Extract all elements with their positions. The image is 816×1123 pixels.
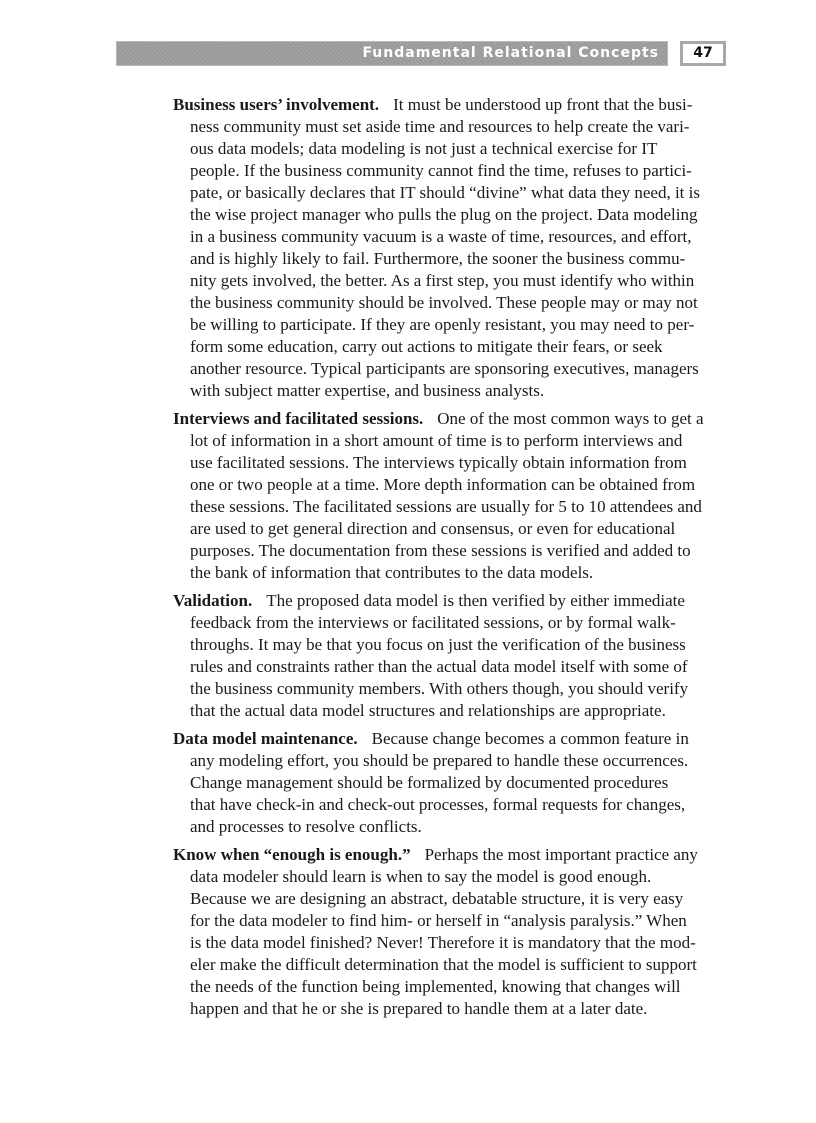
text-line: [173, 772, 733, 794]
line-text: another resource. Typical participants are sponsoring executives, managers: [190, 359, 699, 378]
line-text: the wise project manager who pulls the plug on the project. Data modeling: [190, 205, 698, 224]
term-heading: Business users’ involvement.: [173, 95, 380, 114]
text-line: [173, 204, 733, 226]
text-line: [173, 518, 733, 540]
text-line: [173, 248, 733, 270]
line-text: with subject matter expertise, and business analysts.: [190, 381, 545, 400]
text-line: [173, 94, 733, 116]
body-text: [173, 94, 733, 1026]
line-text: the bank of information that contributes to the data models.: [190, 563, 594, 582]
line-text: ous data models; data modeling is not just a technical exercise for IT: [190, 139, 658, 158]
page-number: 47: [680, 41, 726, 66]
line-text: throughs. It may be that you focus on just the verification of the business: [190, 635, 686, 654]
line-text: that the actual data model structures and relationships are appropriate.: [190, 701, 666, 720]
line-text: and is highly likely to fail. Furthermore, the sooner the business commu-: [190, 249, 686, 268]
line-text: the business community should be involved. These people may or may not: [190, 293, 698, 312]
line-text: Because change becomes a common feature in: [371, 729, 689, 748]
header-title: Fundamental Relational Concepts: [362, 45, 659, 61]
line-text: for the data modeler to find him- or herself in “analysis paralysis.” When: [190, 911, 687, 930]
text-line: [173, 634, 733, 656]
term-heading: Data model maintenance.: [173, 729, 358, 748]
definition-paragraph: [173, 728, 733, 838]
text-line: [173, 540, 733, 562]
text-line: [173, 292, 733, 314]
text-line: [173, 590, 733, 612]
text-line: [173, 888, 733, 910]
text-line: [173, 182, 733, 204]
term-heading: Interviews and facilitated sessions.: [173, 409, 424, 428]
text-line: [173, 270, 733, 292]
line-text: lot of information in a short amount of time is to perform interviews and: [190, 431, 683, 450]
line-text: One of the most common ways to get a: [437, 409, 704, 428]
line-text: rules and constraints rather than the actual data model itself with some of: [190, 657, 688, 676]
definition-paragraph: [173, 590, 733, 722]
text-line: [173, 336, 733, 358]
line-text: people. If the business community cannot find the time, refuses to partici-: [190, 161, 692, 180]
text-line: [173, 380, 733, 402]
text-line: [173, 314, 733, 336]
text-line: [173, 750, 733, 772]
text-line: [173, 430, 733, 452]
line-text: in a business community vacuum is a waste of time, resources, and effort,: [190, 227, 692, 246]
line-text: ness community must set aside time and resources to help create the vari-: [190, 117, 690, 136]
text-line: [173, 728, 733, 750]
line-text: one or two people at a time. More depth information can be obtained from: [190, 475, 696, 494]
line-text: are used to get general direction and consensus, or even for educational: [190, 519, 676, 538]
text-line: [173, 932, 733, 954]
line-text: The proposed data model is then verified by either immediate: [266, 591, 685, 610]
line-text: use facilitated sessions. The interviews typically obtain information from: [190, 453, 687, 472]
line-text: eler make the difficult determination that the model is sufficient to support: [190, 955, 697, 974]
term-heading: Know when “enough is enough.”: [173, 845, 411, 864]
line-text: form some education, carry out actions to mitigate their fears, or seek: [190, 337, 663, 356]
definition-paragraph: [173, 844, 733, 1020]
line-text: the needs of the function being implemented, knowing that changes will: [190, 977, 681, 996]
running-header: [116, 41, 668, 66]
text-line: [173, 562, 733, 584]
text-line: [173, 998, 733, 1020]
definition-paragraph: [173, 408, 733, 584]
line-text: and processes to resolve conflicts.: [190, 817, 422, 836]
text-line: [173, 116, 733, 138]
line-text: pate, or basically declares that IT should “divine” what data they need, it is: [190, 183, 700, 202]
line-text: be willing to participate. If they are openly resistant, you may need to per-: [190, 315, 695, 334]
text-line: [173, 954, 733, 976]
line-text: purposes. The documentation from these sessions is verified and added to: [190, 541, 691, 560]
line-text: Perhaps the most important practice any: [424, 845, 698, 864]
text-line: [173, 452, 733, 474]
line-text: Change management should be formalized by documented procedures: [190, 773, 669, 792]
line-text: nity gets involved, the better. As a first step, you must identify who within: [190, 271, 695, 290]
line-text: data modeler should learn is when to say the model is good enough.: [190, 867, 652, 886]
line-text: happen and that he or she is prepared to handle them at a later date.: [190, 999, 648, 1018]
definition-paragraph: [173, 94, 733, 402]
text-line: [173, 612, 733, 634]
text-line: [173, 844, 733, 866]
line-text: that have check-in and check-out processes, formal requests for changes,: [190, 795, 686, 814]
text-line: [173, 700, 733, 722]
line-text: any modeling effort, you should be prepared to handle these occurrences.: [190, 751, 689, 770]
text-line: [173, 794, 733, 816]
line-text: the business community members. With others though, you should verify: [190, 679, 689, 698]
line-text: It must be understood up front that the busi-: [393, 95, 693, 114]
text-line: [173, 816, 733, 838]
line-text: Because we are designing an abstract, debatable structure, it is very easy: [190, 889, 684, 908]
text-line: [173, 226, 733, 248]
text-line: [173, 910, 733, 932]
text-line: [173, 358, 733, 380]
text-line: [173, 496, 733, 518]
text-line: [173, 160, 733, 182]
term-heading: Validation.: [173, 591, 253, 610]
text-line: [173, 656, 733, 678]
line-text: feedback from the interviews or facilitated sessions, or by formal walk-: [190, 613, 676, 632]
text-line: [173, 866, 733, 888]
text-line: [173, 678, 733, 700]
line-text: is the data model finished? Never! Therefore it is mandatory that the mod-: [190, 933, 696, 952]
text-line: [173, 976, 733, 998]
text-line: [173, 138, 733, 160]
line-text: these sessions. The facilitated sessions are usually for 5 to 10 attendees and: [190, 497, 702, 516]
text-line: [173, 408, 733, 430]
text-line: [173, 474, 733, 496]
